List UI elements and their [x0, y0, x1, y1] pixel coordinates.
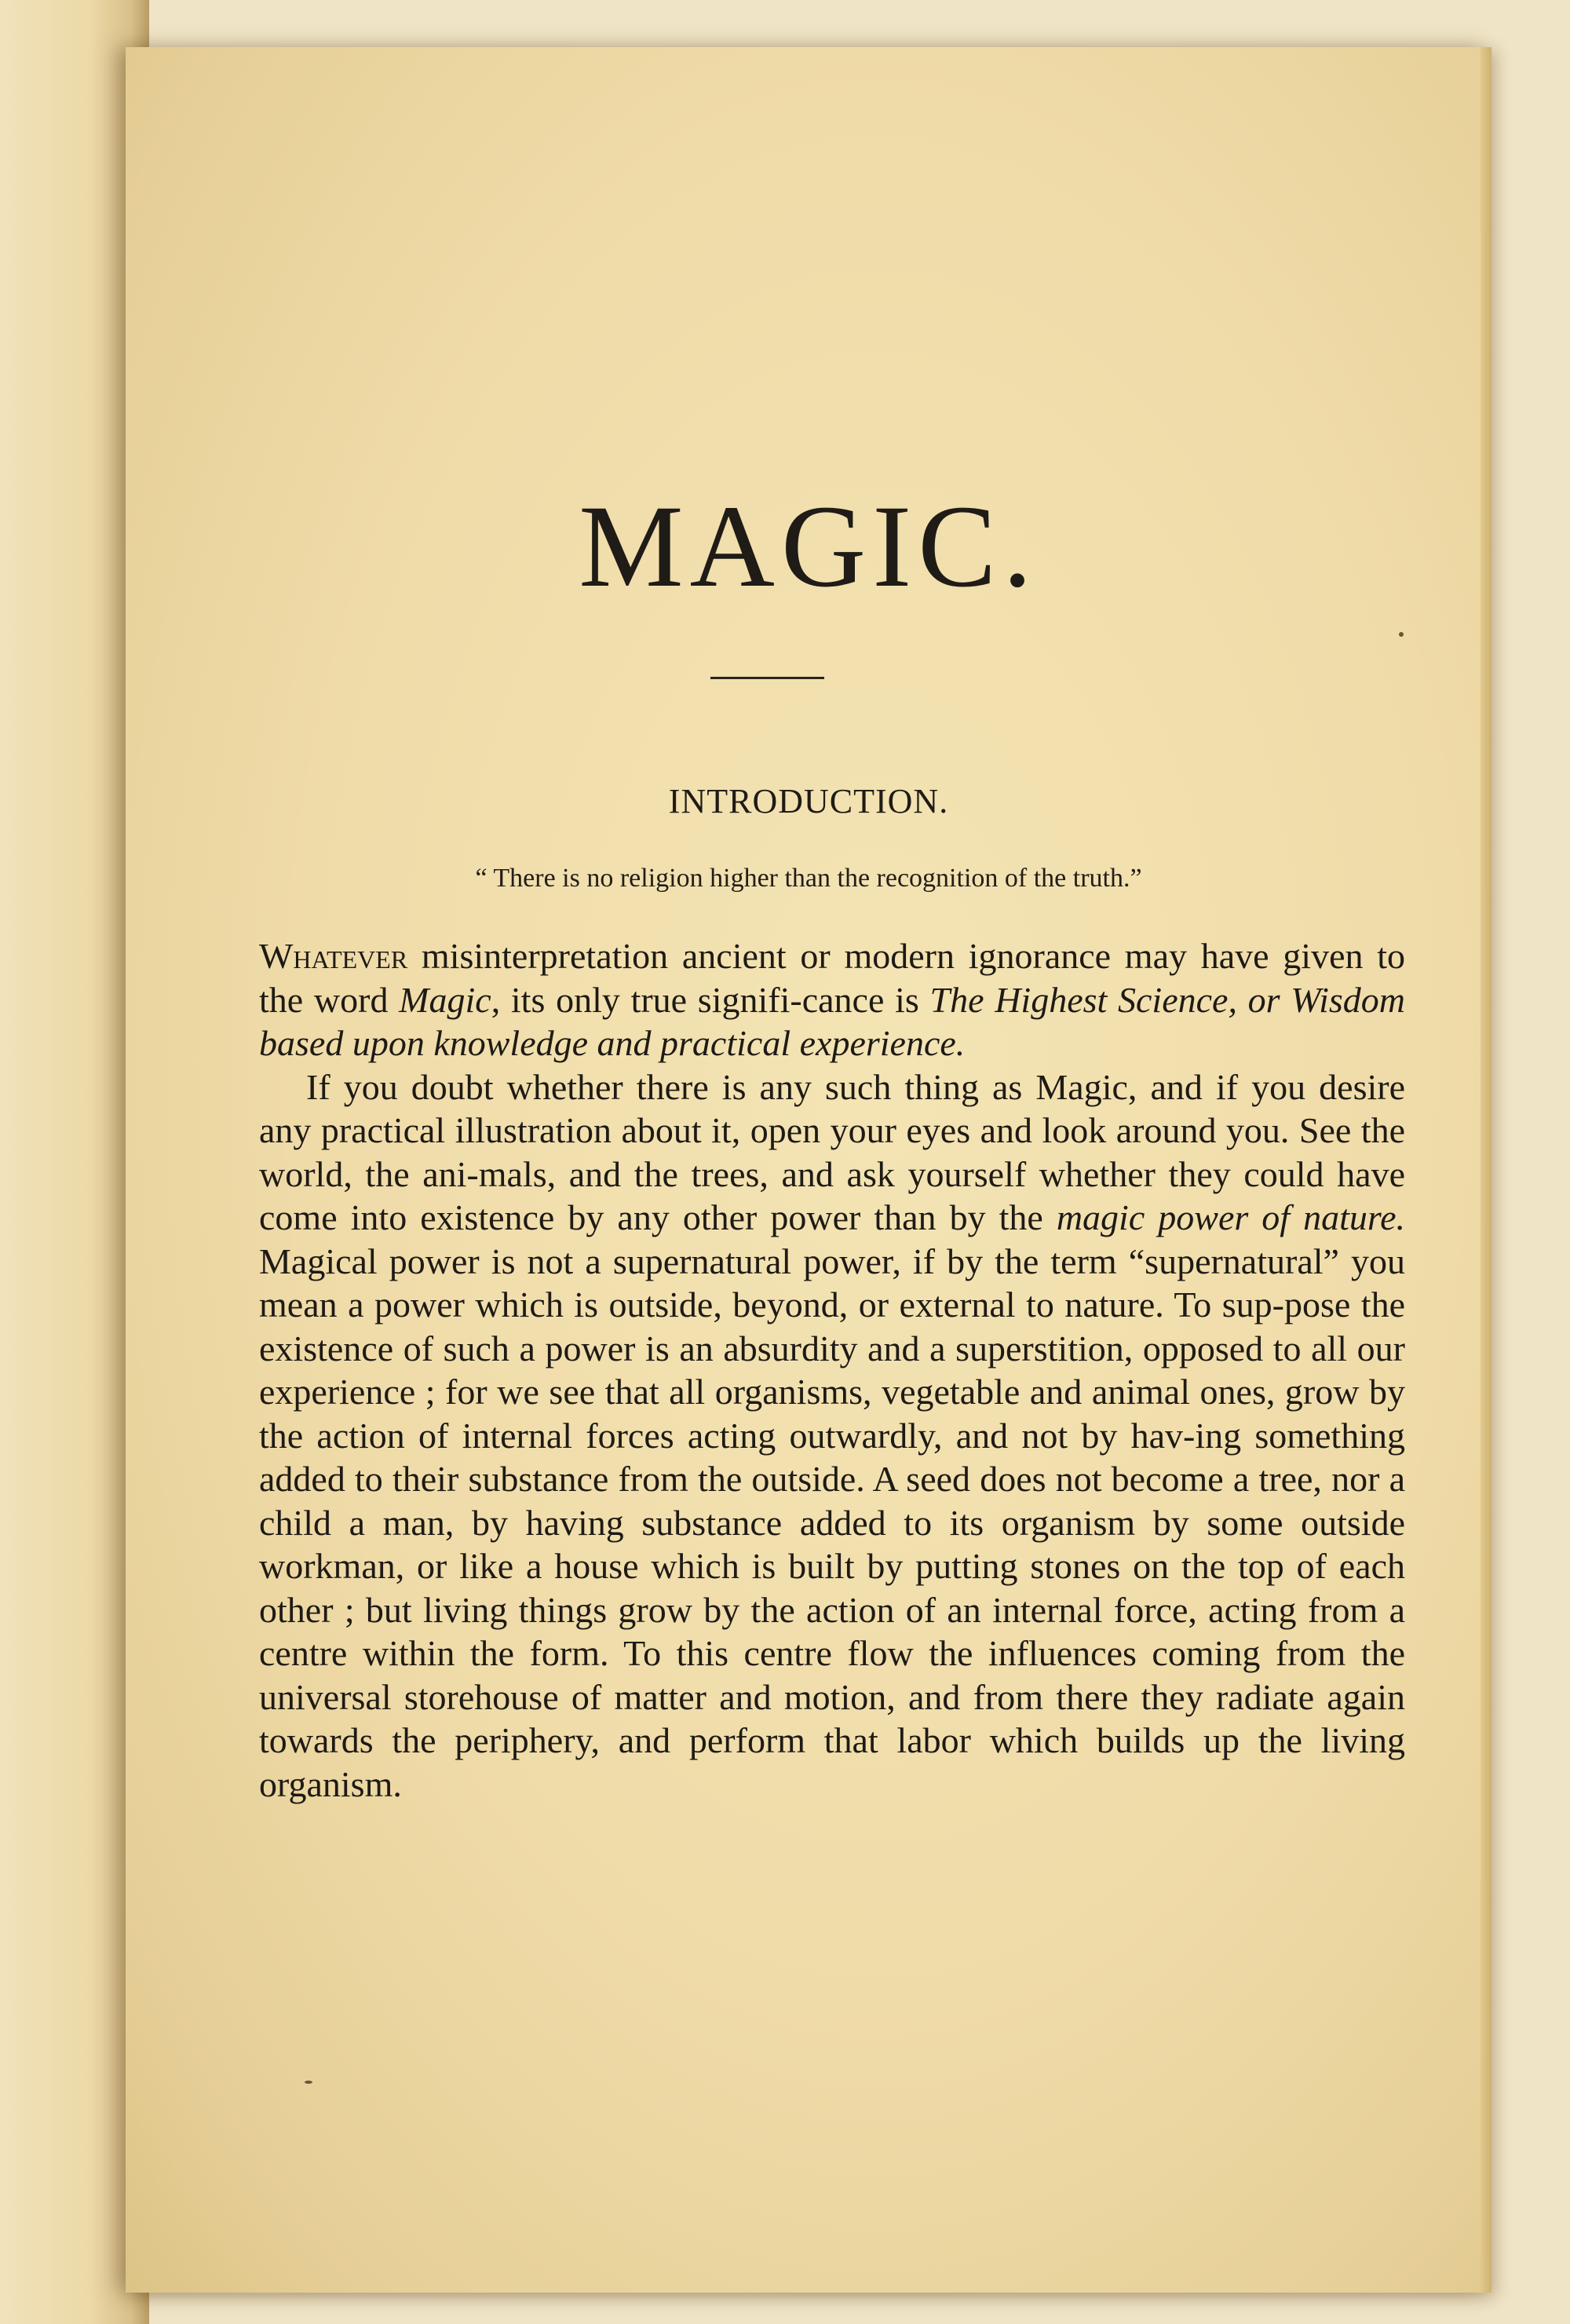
- text-segment: misinterpretation ancient or modern ignorance may have given to the word: [259, 936, 1405, 1020]
- paragraph-opening-word: Whatever: [259, 936, 408, 976]
- italic-phrase: magic power of nature.: [1056, 1197, 1405, 1237]
- text-segment: If you doubt whether there is any such thing as Magic, and if you desire any practical illustration about it, open your eyes and look around you. See the world, the ani-mals, and the trees, and ask yourself whether they could have come into existence by any other power than by the: [259, 1066, 1405, 1237]
- body-text: [259, 934, 1405, 1806]
- page-edge: [1481, 47, 1492, 2293]
- section-heading: INTRODUCTION.: [668, 782, 949, 820]
- epigraph: “ There is no religion higher than the recognition of the truth.”: [475, 864, 1142, 893]
- italic-definition: The Highest Science, or Wisdom based upon knowledge and practical experience.: [259, 979, 1405, 1063]
- paper-speck: [305, 2081, 312, 2084]
- text-segment: Magical power is not a supernatural power, if by the term “supernatural” you mean a power which is outside, beyond, or external to nature. To sup-pose the existence of such a power is an absurdity and a superstition, opposed to all our experience ; for we see that all organisms, vegetable and animal ones, grow by the action of internal forces acting outwardly, and not by hav-ing something added to their substance from the outside. A seed does not become a tree, nor a child a man, by having substance added to its organism by some outside workman, or like a house which is built by putting stones on the top of each other ; but living things grow by the action of an internal force, acting from a centre within the form. To this centre flow the influences coming from the universal storehouse of matter and motion, and from there they radiate again towards the periphery, and perform that labor which builds up the living organism.: [259, 1241, 1405, 1804]
- paragraph-2: [259, 1065, 1405, 1807]
- italic-term: Magic: [399, 979, 491, 1020]
- book-page: [126, 47, 1492, 2293]
- paper-speck: [1399, 632, 1404, 637]
- text-segment: , its only true signifi-cance is: [491, 979, 930, 1020]
- title-divider: [710, 677, 824, 679]
- paragraph-1: [259, 934, 1405, 1065]
- page-title: MAGIC.: [579, 481, 1039, 612]
